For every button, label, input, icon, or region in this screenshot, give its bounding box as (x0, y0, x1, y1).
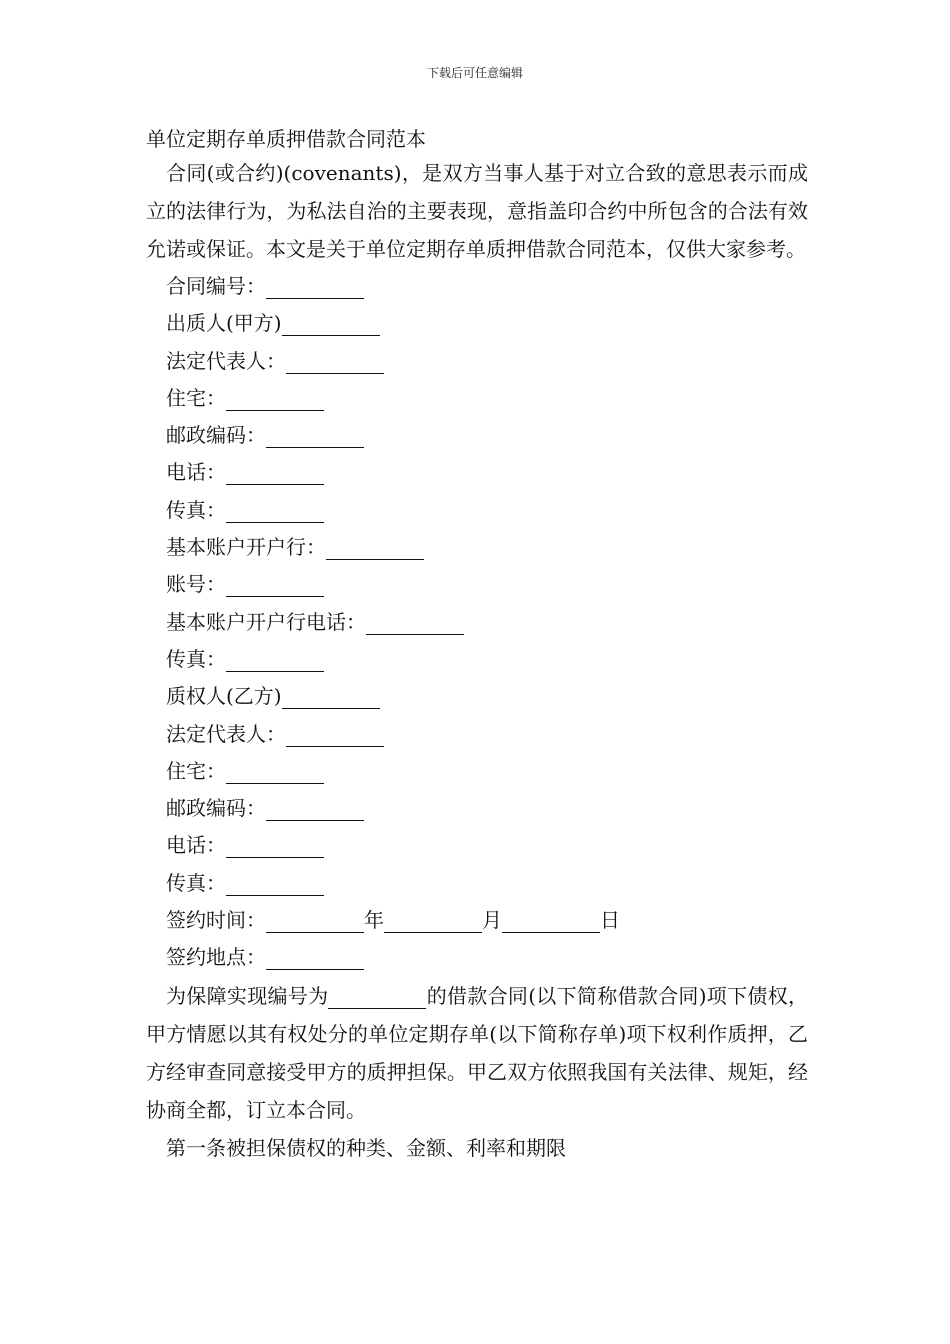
month-label: 月 (482, 908, 502, 933)
field-label: 基本账户开户行电话： (166, 609, 366, 634)
field-label: 签约时间： (166, 908, 266, 933)
field-label: 住宅： (166, 385, 226, 410)
field-label: 邮政编码： (166, 423, 266, 448)
field-pledgee (146, 678, 808, 715)
document-body (146, 124, 808, 1167)
field-pledgee-postcode (146, 790, 808, 827)
field-pledgor (146, 305, 808, 342)
fill-blank (326, 539, 424, 560)
field-pledgor-legal-rep (146, 343, 808, 380)
fill-blank (282, 315, 380, 336)
fill-blank (226, 464, 324, 485)
field-label: 法定代表人： (166, 348, 286, 373)
body-prefix: 为保障实现编号为 (166, 983, 329, 1008)
article-heading: 第一条被担保债权的种类、金额、利率和期限 (166, 1135, 566, 1160)
day-label: 日 (600, 908, 620, 933)
field-sign-place (146, 939, 808, 976)
fill-blank (226, 837, 324, 858)
field-sign-time (146, 902, 808, 939)
fill-blank (266, 278, 364, 299)
year-label: 年 (364, 908, 384, 933)
field-pledgee-legal-rep (146, 716, 808, 753)
fill-blank (266, 800, 364, 821)
field-account-number (146, 566, 808, 603)
field-label: 电话： (166, 833, 226, 858)
fill-blank (286, 353, 384, 374)
fill-blank (266, 949, 364, 970)
fill-blank (266, 912, 364, 933)
fill-blank (502, 912, 600, 933)
fill-blank (226, 763, 324, 784)
fill-blank (286, 726, 384, 747)
fill-blank (328, 988, 426, 1009)
field-label: 住宅： (166, 758, 226, 783)
field-basic-account-bank-phone (146, 604, 808, 641)
field-pledgee-address (146, 753, 808, 790)
fill-blank (282, 688, 380, 709)
field-label: 传真： (166, 497, 226, 522)
field-label: 账号： (166, 572, 226, 597)
fill-blank (384, 912, 482, 933)
field-label: 出质人(甲方) (166, 311, 282, 336)
field-pledgor-phone (146, 454, 808, 491)
fill-blank (226, 875, 324, 896)
fill-blank (226, 502, 324, 523)
page-header: 下载后可任意编辑 (426, 66, 523, 80)
field-label: 邮政编码： (166, 796, 266, 821)
field-label: 质权人(乙方) (166, 684, 282, 709)
field-label: 签约地点： (166, 945, 266, 970)
fill-blank (226, 576, 324, 597)
fill-blank (266, 427, 364, 448)
field-label: 传真： (166, 646, 226, 671)
field-basic-account-bank (146, 529, 808, 566)
field-pledgor-address (146, 380, 808, 417)
field-label: 法定代表人： (166, 721, 286, 746)
field-pledgor-postcode (146, 417, 808, 454)
field-pledgee-phone (146, 827, 808, 864)
fill-blank (366, 614, 464, 635)
intro-paragraph: 合同(或合约)(covenants)，是双方当事人基于对立合致的意思表示而成立的法律行为，为私法自治的主要表现，意指盖印合约中所包含的合法有效允诺或保证。本文是关于单位定期存单质押借款合同范本，仅供大家参考。 (146, 161, 808, 261)
fill-blank (226, 390, 324, 411)
field-label: 电话： (166, 460, 226, 485)
field-label: 基本账户开户行： (166, 535, 326, 560)
field-label: 传真： (166, 870, 226, 895)
party-fields (146, 268, 808, 977)
fill-blank (226, 651, 324, 672)
document-title: 单位定期存单质押借款合同范本 (146, 127, 426, 151)
field-pledgor-fax (146, 492, 808, 529)
body-suffix: 的借款合同(以下简称借款合同)项下债权，甲方情愿以其有权处分的单位定期存单(以下简称存单)项下权利作质押，乙方经审查同意接受甲方的质押担保。甲乙双方依照我国有关法律、规矩，经协商全都，订立本合同。 (146, 983, 809, 1122)
field-bank-fax (146, 641, 808, 678)
body-paragraph (146, 977, 808, 1129)
field-label: 合同编号： (166, 274, 266, 298)
field-contract-number (146, 268, 808, 305)
field-pledgee-fax (146, 865, 808, 902)
